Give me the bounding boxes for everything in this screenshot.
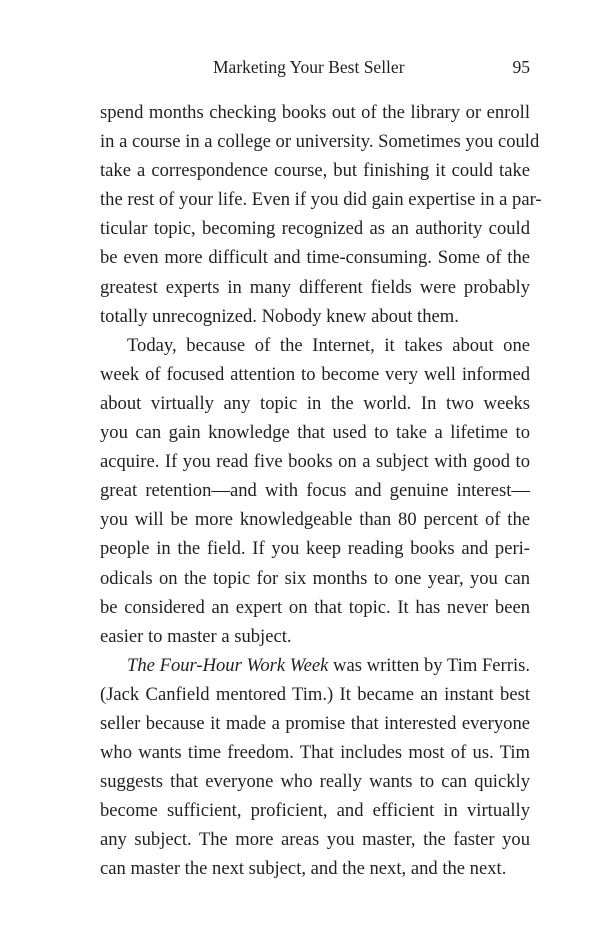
running-title: Marketing Your Best Seller bbox=[213, 57, 405, 77]
text-line: can master the next subject, and the next, and the next. bbox=[100, 858, 507, 880]
text-line: totally unrecognized. Nobody knew about them. bbox=[100, 305, 459, 327]
text-line: week of focused attention to become very well informed bbox=[100, 363, 530, 385]
text-line: who wants time freedom. That includes most of us. Tim bbox=[100, 742, 530, 764]
text-line: you can gain knowledge that used to take a lifetime to bbox=[100, 422, 530, 444]
text-line: odicals on the topic for six months to one year, you can bbox=[100, 567, 530, 589]
text-line: become sufficient, proficient, and efficient in virtually bbox=[100, 800, 530, 822]
text-line bbox=[100, 651, 530, 680]
text-line: you will be more knowledgeable than 80 percent of the bbox=[100, 509, 530, 531]
text-line: any subject. The more areas you master, the faster you bbox=[100, 829, 530, 851]
text-line: great retention—and with focus and genuine interest— bbox=[100, 480, 530, 502]
text-line: (Jack Canfield mentored Tim.) It became an instant best bbox=[100, 683, 530, 705]
text-line: the rest of your life. Even if you did gain expertise in a par- bbox=[100, 189, 542, 211]
text-line: in a course in a college or university. Sometimes you could bbox=[100, 131, 540, 153]
text-line: suggests that everyone who really wants to can quickly bbox=[100, 771, 530, 793]
paragraph-1 bbox=[100, 98, 542, 331]
paragraph-2 bbox=[100, 331, 530, 651]
text-line: greatest experts in many different fields were probably bbox=[100, 276, 530, 298]
book-title: The Four-Hour Work Week bbox=[127, 654, 329, 676]
text-line: people in the field. If you keep reading books and peri- bbox=[100, 538, 530, 560]
text-line: ticular topic, becoming recognized as an authority could bbox=[100, 218, 530, 240]
text-line: spend months checking books out of the library or enroll bbox=[100, 102, 530, 123]
text-line: seller because it made a promise that interested everyone bbox=[100, 712, 530, 734]
text-line: acquire. If you read five books on a subject with good to bbox=[100, 451, 530, 473]
text-line: be even more difficult and time-consuming. Some of the bbox=[100, 247, 530, 269]
text-line-rest: was written by Tim Ferris. bbox=[328, 654, 530, 676]
text-line: about virtually any topic in the world. In two weeks bbox=[100, 392, 530, 414]
text-line: Today, because of the Internet, it takes about one bbox=[127, 334, 530, 356]
body-text bbox=[100, 98, 542, 884]
page-number: 95 bbox=[512, 57, 530, 77]
running-head bbox=[100, 53, 530, 83]
text-line: be considered an expert on that topic. It has never been bbox=[100, 596, 530, 618]
paragraph-3 bbox=[100, 651, 530, 884]
text-line: easier to master a subject. bbox=[100, 625, 292, 647]
text-line: take a correspondence course, but finishing it could take bbox=[100, 160, 530, 182]
